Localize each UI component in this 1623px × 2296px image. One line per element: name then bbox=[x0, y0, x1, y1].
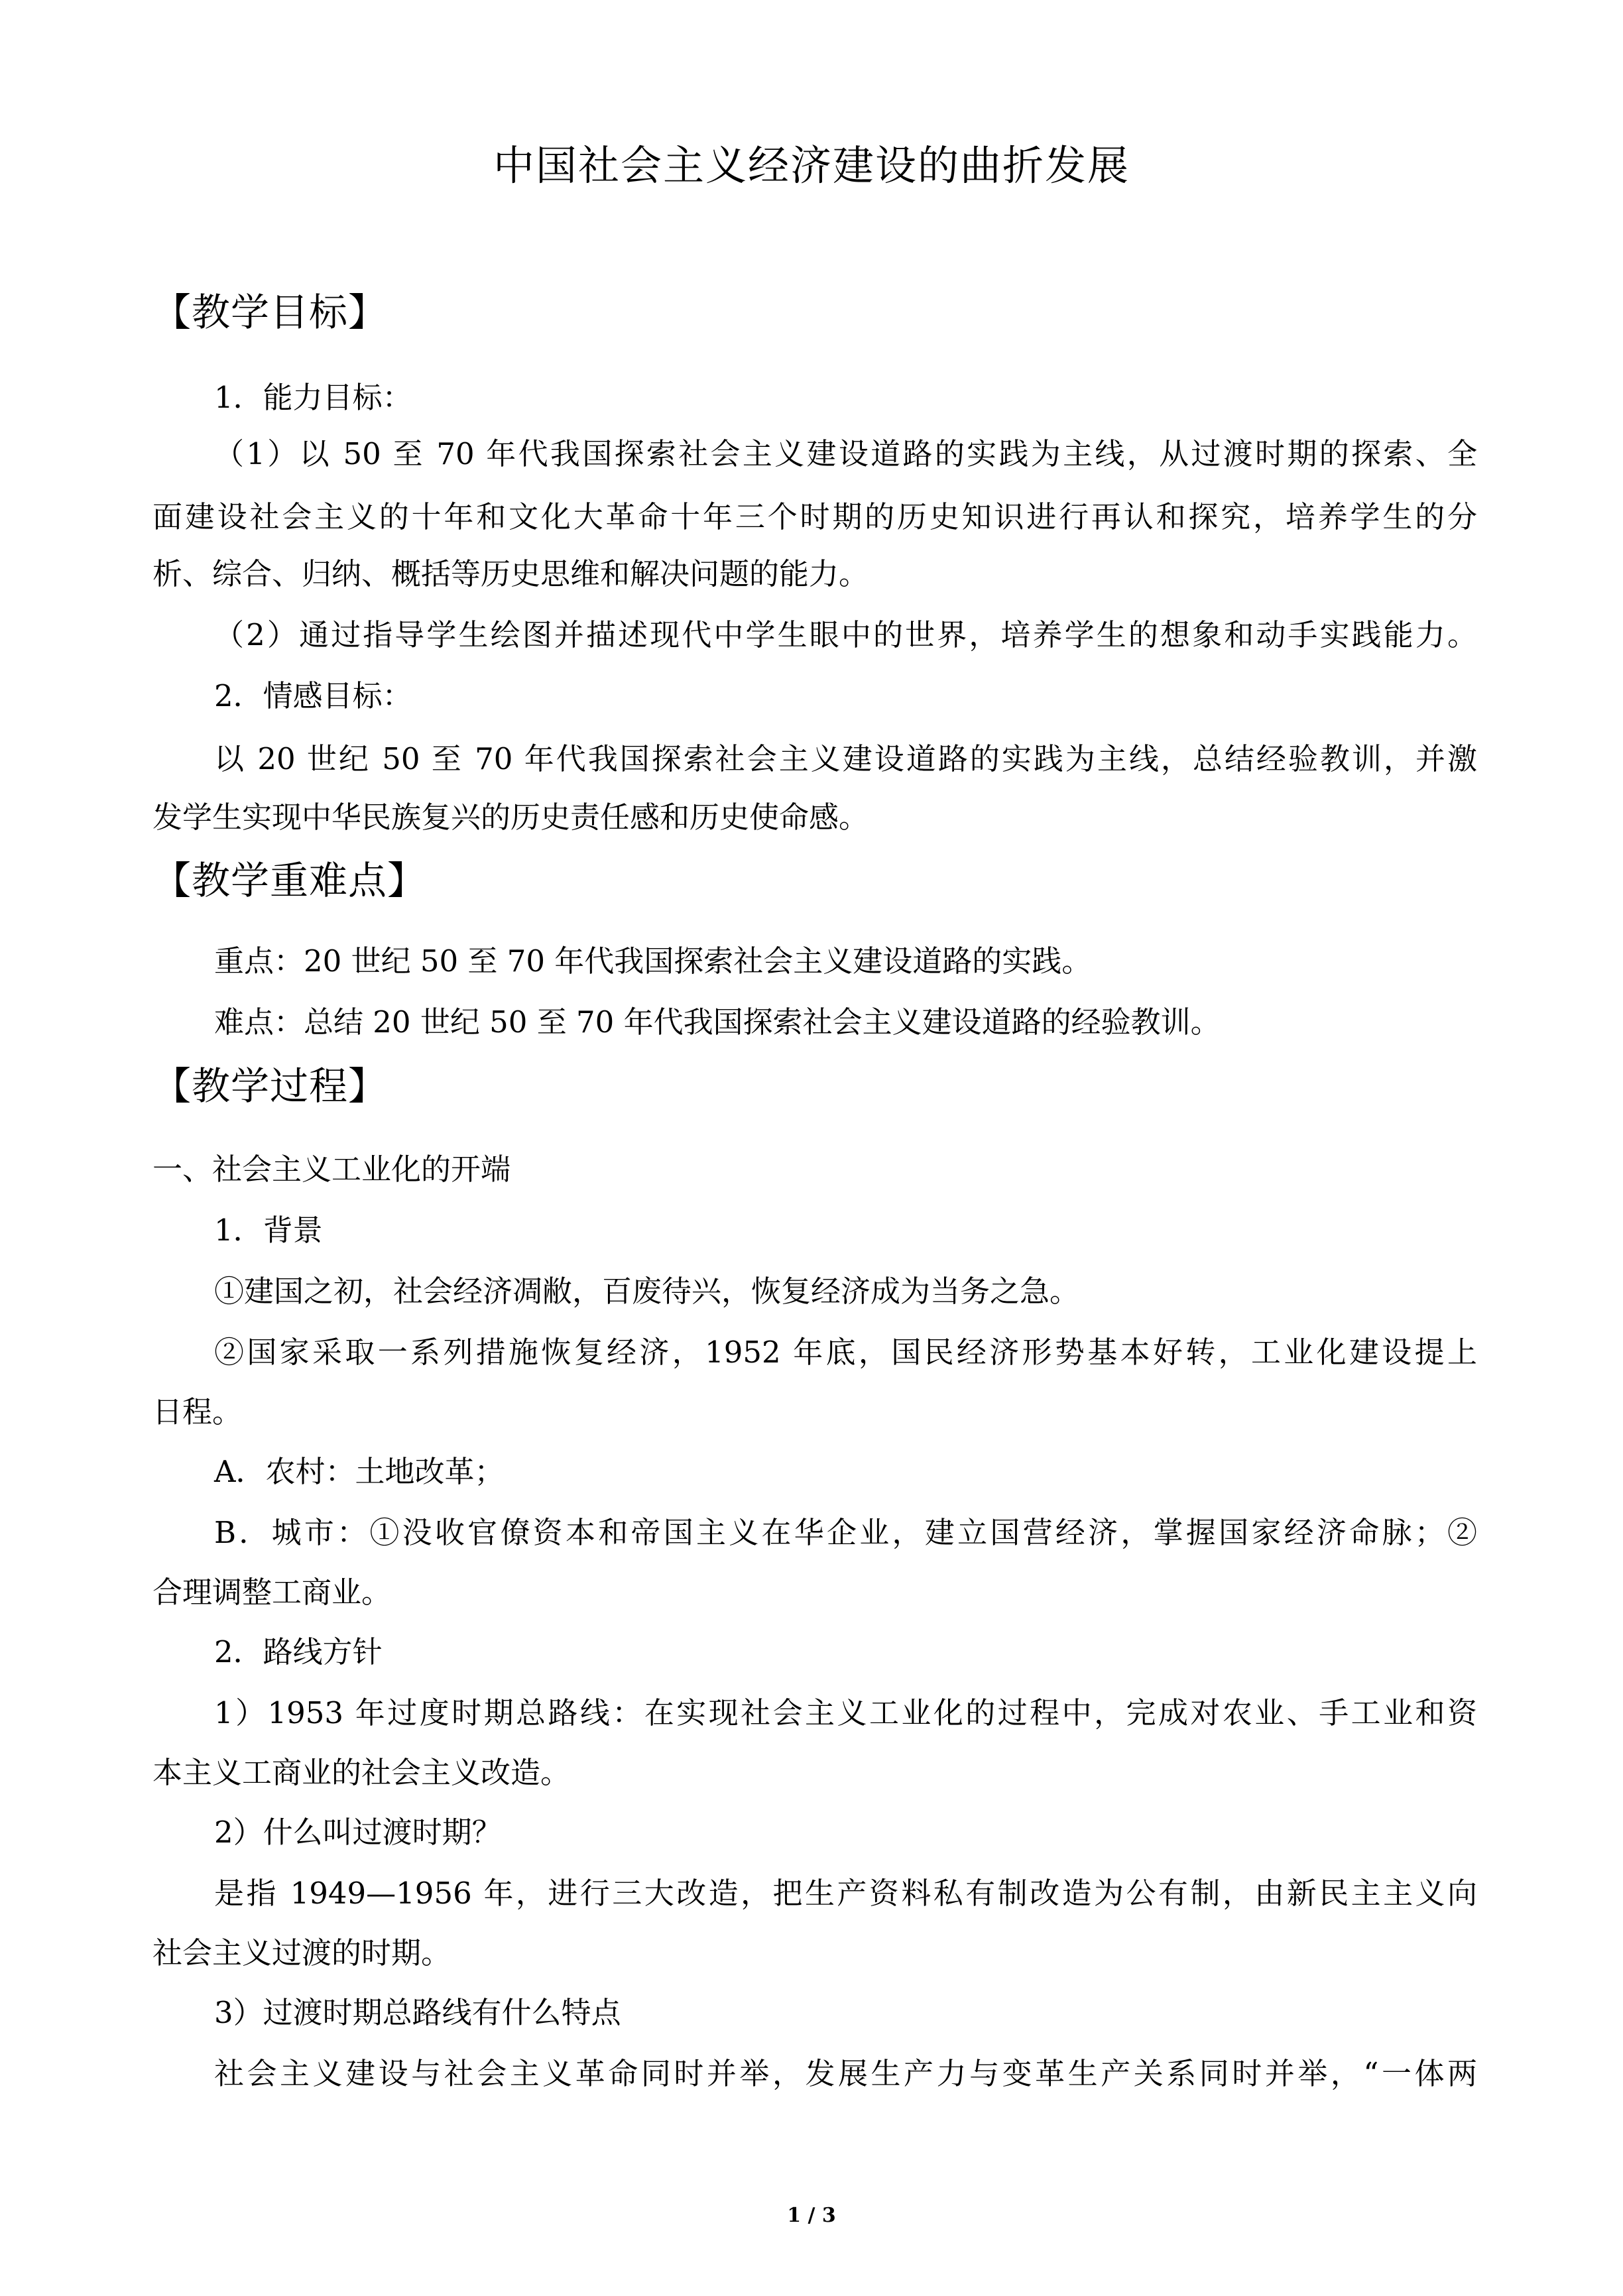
route-3-question: 3）过渡时期总路线有什么特点 bbox=[214, 1995, 621, 2030]
section-heading-key-points: 【教学重难点】 bbox=[152, 858, 427, 903]
background-item-2-line1: ②国家采取一系列措施恢复经济，1952 年底，国民经济形势基本好转，工业化建设提上 bbox=[214, 1335, 1477, 1370]
emotion-goal-line2: 发学生实现中华民族复兴的历史责任感和历史使命感。 bbox=[152, 800, 869, 835]
route-2-answer-line2: 社会主义过渡的时期。 bbox=[152, 1935, 451, 1970]
section-heading-process: 【教学过程】 bbox=[152, 1063, 388, 1109]
route-label: 2．路线方针 bbox=[214, 1634, 383, 1669]
document-title: 中国社会主义经济建设的曲折发展 bbox=[493, 141, 1130, 190]
emotion-goal-line1: 以 20 世纪 50 至 70 年代我国探索社会主义建设道路的实践为主线，总结经验教训，并激 bbox=[214, 741, 1477, 776]
route-2-question: 2）什么叫过渡时期？ bbox=[214, 1815, 502, 1850]
background-item-a: A．农村：土地改革； bbox=[214, 1454, 505, 1489]
section-heading-objectives: 【教学目标】 bbox=[152, 290, 388, 335]
ability-goal-label: 1．能力目标： bbox=[214, 380, 412, 415]
route-1-line1: 1）1953 年过度时期总路线：在实现社会主义工业化的过程中，完成对农业、手工业和资 bbox=[214, 1695, 1477, 1730]
key-point: 重点：20 世纪 50 至 70 年代我国探索社会主义建设道路的实践。 bbox=[214, 943, 1092, 979]
background-item-1: ①建国之初，社会经济凋敝，百废待兴，恢复经济成为当务之急。 bbox=[214, 1274, 1080, 1309]
ability-goal-1-line2: 面建设社会主义的十年和文化大革命十年三个时期的历史知识进行再认和探究，培养学生的分 bbox=[152, 499, 1477, 534]
route-3-answer-line1: 社会主义建设与社会主义革命同时并举，发展生产力与变革生产关系同时并举，“一体两 bbox=[214, 2056, 1477, 2091]
page-number: 1 / 3 bbox=[787, 2204, 836, 2227]
route-1-line2: 本主义工商业的社会主义改造。 bbox=[152, 1755, 571, 1790]
route-2-answer-line1: 是指 1949—1956 年，进行三大改造，把生产资料私有制改造为公有制，由新民主主义向 bbox=[214, 1876, 1477, 1911]
background-item-b-line1: B．城市：①没收官僚资本和帝国主义在华企业，建立国营经济，掌握国家经济命脉；② bbox=[214, 1515, 1477, 1550]
ability-goal-2: （2）通过指导学生绘图并描述现代中学生眼中的世界，培养学生的想象和动手实践能力。 bbox=[214, 617, 1477, 652]
ability-goal-1-line1: （1）以 50 至 70 年代我国探索社会主义建设道路的实践为主线，从过渡时期的探索、全 bbox=[214, 436, 1477, 471]
difficult-point: 难点：总结 20 世纪 50 至 70 年代我国探索社会主义建设道路的经验教训。 bbox=[214, 1004, 1221, 1040]
emotion-goal-label: 2．情感目标： bbox=[214, 678, 412, 713]
background-item-2-line2: 日程。 bbox=[152, 1394, 243, 1429]
background-item-b-line2: 合理调整工商业。 bbox=[152, 1575, 392, 1610]
ability-goal-1-line3: 析、综合、归纳、概括等历史思维和解决问题的能力。 bbox=[152, 556, 869, 591]
background-label: 1．背景 bbox=[214, 1213, 323, 1248]
part1-title: 一、社会主义工业化的开端 bbox=[152, 1152, 511, 1187]
